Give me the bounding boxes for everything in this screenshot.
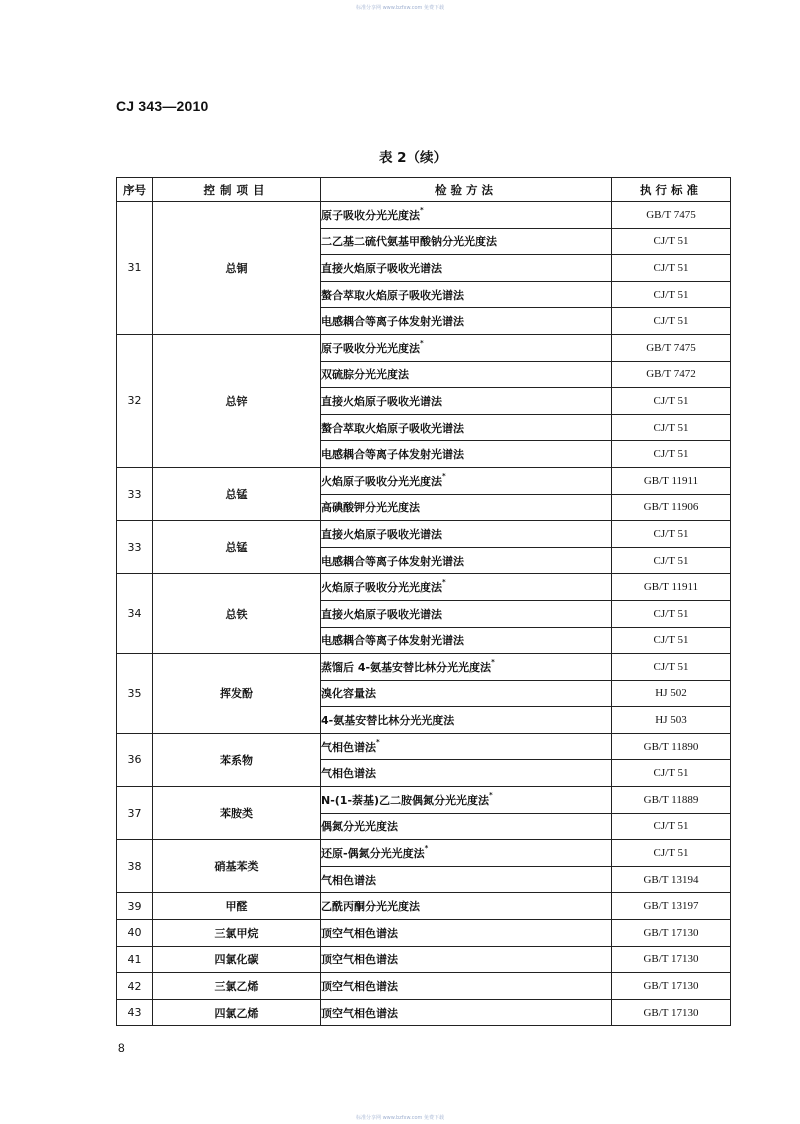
table-row — [117, 787, 731, 814]
serial-number-cell: 37 — [117, 787, 153, 840]
control-item-cell: 总铁 — [153, 574, 321, 654]
table-row — [117, 920, 731, 947]
test-method-cell — [321, 414, 612, 441]
test-method-text: 高碘酸钾分光光度法 — [321, 501, 420, 515]
test-method-cell — [321, 281, 612, 308]
test-method-cell — [321, 547, 612, 574]
serial-number-cell: 41 — [117, 946, 153, 973]
standard-cell: GB/T 7475 — [612, 202, 731, 229]
serial-number-cell: 34 — [117, 574, 153, 654]
standard-cell: CJ/T 51 — [612, 521, 731, 548]
test-method-cell — [321, 733, 612, 760]
test-method-cell — [321, 893, 612, 920]
serial-number-cell: 31 — [117, 202, 153, 335]
standard-cell: GB/T 11890 — [612, 733, 731, 760]
test-method-text: 顶空气相色谱法 — [321, 980, 398, 994]
standard-cell: CJ/T 51 — [612, 255, 731, 282]
arbitration-method-marker: * — [489, 790, 493, 799]
test-method-text: 乙酰丙酮分光光度法 — [321, 900, 420, 914]
test-method-text: 原子吸收分光光度法 — [321, 208, 420, 222]
standard-cell: CJ/T 51 — [612, 813, 731, 840]
standard-cell: GB/T 17130 — [612, 999, 731, 1026]
table-row — [117, 467, 731, 494]
control-item-cell: 三氯甲烷 — [153, 920, 321, 947]
test-method-text: 顶空气相色谱法 — [321, 953, 398, 967]
standard-cell: GB/T 17130 — [612, 946, 731, 973]
standard-cell: CJ/T 51 — [612, 414, 731, 441]
table-row — [117, 893, 731, 920]
test-method-text: 电感耦合等离子体发射光谱法 — [321, 554, 464, 568]
test-method-text: 气相色谱法 — [321, 740, 376, 754]
test-method-cell — [321, 840, 612, 867]
serial-number-cell: 38 — [117, 840, 153, 893]
standard-cell: HJ 502 — [612, 680, 731, 707]
header-serial-number: 序号 — [117, 178, 153, 202]
test-method-cell — [321, 946, 612, 973]
standard-cell: HJ 503 — [612, 707, 731, 734]
control-item-cell: 硝基苯类 — [153, 840, 321, 893]
test-method-cell — [321, 813, 612, 840]
standard-cell: CJ/T 51 — [612, 441, 731, 468]
test-method-cell — [321, 654, 612, 681]
test-method-cell — [321, 600, 612, 627]
table-row — [117, 202, 731, 229]
test-method-text: 螯合萃取火焰原子吸收光谱法 — [321, 288, 464, 302]
table-row — [117, 999, 731, 1026]
test-method-text: 螯合萃取火焰原子吸收光谱法 — [321, 421, 464, 435]
standard-cell: GB/T 11906 — [612, 494, 731, 521]
serial-number-cell: 39 — [117, 893, 153, 920]
table-header-row — [117, 178, 731, 202]
test-method-text: 二乙基二硫代氨基甲酸钠分光光度法 — [321, 235, 497, 249]
test-method-text: 直接火焰原子吸收光谱法 — [321, 527, 442, 541]
control-item-cell: 苯系物 — [153, 733, 321, 786]
test-method-text: 溴化容量法 — [321, 687, 376, 701]
table-row — [117, 521, 731, 548]
test-method-text: 直接火焰原子吸收光谱法 — [321, 607, 442, 621]
standard-cell: CJ/T 51 — [612, 388, 731, 415]
test-method-text: 直接火焰原子吸收光谱法 — [321, 394, 442, 408]
test-method-cell — [321, 866, 612, 893]
serial-number-cell: 43 — [117, 999, 153, 1026]
control-item-cell: 总锰 — [153, 521, 321, 574]
standard-cell: GB/T 11889 — [612, 787, 731, 814]
control-item-cell: 三氯乙烯 — [153, 973, 321, 1000]
standard-cell: CJ/T 51 — [612, 308, 731, 335]
methods-table — [116, 177, 731, 1026]
test-method-cell — [321, 627, 612, 654]
test-method-text: N-(1-萘基)乙二胺偶氮分光光度法 — [321, 793, 490, 807]
arbitration-method-marker: * — [442, 578, 446, 587]
standard-cell: CJ/T 51 — [612, 654, 731, 681]
test-method-cell — [321, 441, 612, 468]
test-method-text: 原子吸收分光光度法 — [321, 341, 420, 355]
arbitration-method-marker: * — [376, 737, 380, 746]
arbitration-method-marker: * — [491, 657, 495, 666]
standard-cell: GB/T 17130 — [612, 973, 731, 1000]
arbitration-method-marker: * — [420, 205, 424, 214]
standard-cell: GB/T 11911 — [612, 467, 731, 494]
standard-cell: CJ/T 51 — [612, 760, 731, 787]
test-method-text: 火焰原子吸收分光光度法 — [321, 474, 442, 488]
test-method-cell — [321, 760, 612, 787]
test-method-cell — [321, 494, 612, 521]
test-method-cell — [321, 707, 612, 734]
test-method-cell — [321, 521, 612, 548]
test-method-cell — [321, 308, 612, 335]
serial-number-cell: 40 — [117, 920, 153, 947]
test-method-cell — [321, 388, 612, 415]
test-method-cell — [321, 334, 612, 361]
header-control-item: 控制项目 — [153, 178, 321, 202]
table-row — [117, 574, 731, 601]
test-method-text: 气相色谱法 — [321, 767, 376, 781]
arbitration-method-marker: * — [442, 471, 446, 480]
table-body — [117, 202, 731, 1026]
test-method-text: 火焰原子吸收分光光度法 — [321, 581, 442, 595]
header-standard: 执行标准 — [612, 178, 731, 202]
standard-cell: GB/T 7472 — [612, 361, 731, 388]
standard-cell: CJ/T 51 — [612, 281, 731, 308]
table-row — [117, 946, 731, 973]
standard-cell: GB/T 11911 — [612, 574, 731, 601]
standard-cell: CJ/T 51 — [612, 840, 731, 867]
test-method-text: 电感耦合等离子体发射光谱法 — [321, 634, 464, 648]
serial-number-cell: 32 — [117, 334, 153, 467]
test-method-text: 双硫腙分光光度法 — [321, 368, 409, 382]
page-number: 8 — [118, 1041, 125, 1055]
test-method-cell — [321, 999, 612, 1026]
test-method-text: 顶空气相色谱法 — [321, 1006, 398, 1020]
test-method-cell — [321, 680, 612, 707]
test-method-text: 电感耦合等离子体发射光谱法 — [321, 315, 464, 329]
test-method-cell — [321, 787, 612, 814]
watermark-bottom: 标准分享网 www.bzfxw.com 免费下载 — [356, 1115, 444, 1121]
table-row — [117, 654, 731, 681]
table-row — [117, 733, 731, 760]
test-method-cell — [321, 202, 612, 229]
control-item-cell: 总铜 — [153, 202, 321, 335]
test-method-text: 顶空气相色谱法 — [321, 926, 398, 940]
test-method-text: 直接火焰原子吸收光谱法 — [321, 261, 442, 275]
table-row — [117, 334, 731, 361]
watermark-top: 标准分享网 www.bzfxw.com 免费下载 — [356, 5, 444, 11]
control-item-cell: 四氯化碳 — [153, 946, 321, 973]
standard-cell: GB/T 7475 — [612, 334, 731, 361]
serial-number-cell: 33 — [117, 467, 153, 520]
test-method-cell — [321, 255, 612, 282]
test-method-text: 还原-偶氮分光光度法 — [321, 847, 425, 861]
serial-number-cell: 42 — [117, 973, 153, 1000]
control-item-cell: 总锰 — [153, 467, 321, 520]
standard-cell: GB/T 13197 — [612, 893, 731, 920]
test-method-cell — [321, 973, 612, 1000]
arbitration-method-marker: * — [420, 338, 424, 347]
arbitration-method-marker: * — [424, 844, 429, 853]
test-method-cell — [321, 920, 612, 947]
test-method-cell — [321, 361, 612, 388]
test-method-cell — [321, 574, 612, 601]
control-item-cell: 甲醛 — [153, 893, 321, 920]
standard-cell: GB/T 17130 — [612, 920, 731, 947]
standard-cell: CJ/T 51 — [612, 600, 731, 627]
control-item-cell: 总锌 — [153, 334, 321, 467]
test-method-text: 蒸馏后 4-氨基安替比林分光光度法 — [321, 660, 492, 674]
serial-number-cell: 36 — [117, 733, 153, 786]
serial-number-cell: 35 — [117, 654, 153, 734]
standard-cell: GB/T 13194 — [612, 866, 731, 893]
control-item-cell: 苯胺类 — [153, 787, 321, 840]
standard-cell: CJ/T 51 — [612, 547, 731, 574]
test-method-text: 气相色谱法 — [321, 873, 376, 887]
standard-cell: CJ/T 51 — [612, 228, 731, 255]
control-item-cell: 四氯乙烯 — [153, 999, 321, 1026]
header-test-method: 检验方法 — [321, 178, 612, 202]
standard-code: CJ 343—2010 — [116, 98, 209, 114]
test-method-text: 4-氨基安替比林分光光度法 — [321, 714, 455, 728]
test-method-text: 电感耦合等离子体发射光谱法 — [321, 448, 464, 462]
table-row — [117, 840, 731, 867]
table-title: 表 2（续） — [378, 150, 448, 166]
control-item-cell: 挥发酚 — [153, 654, 321, 734]
standard-cell: CJ/T 51 — [612, 627, 731, 654]
test-method-cell — [321, 467, 612, 494]
table-row — [117, 973, 731, 1000]
test-method-cell — [321, 228, 612, 255]
test-method-text: 偶氮分光光度法 — [321, 820, 398, 834]
serial-number-cell: 33 — [117, 521, 153, 574]
